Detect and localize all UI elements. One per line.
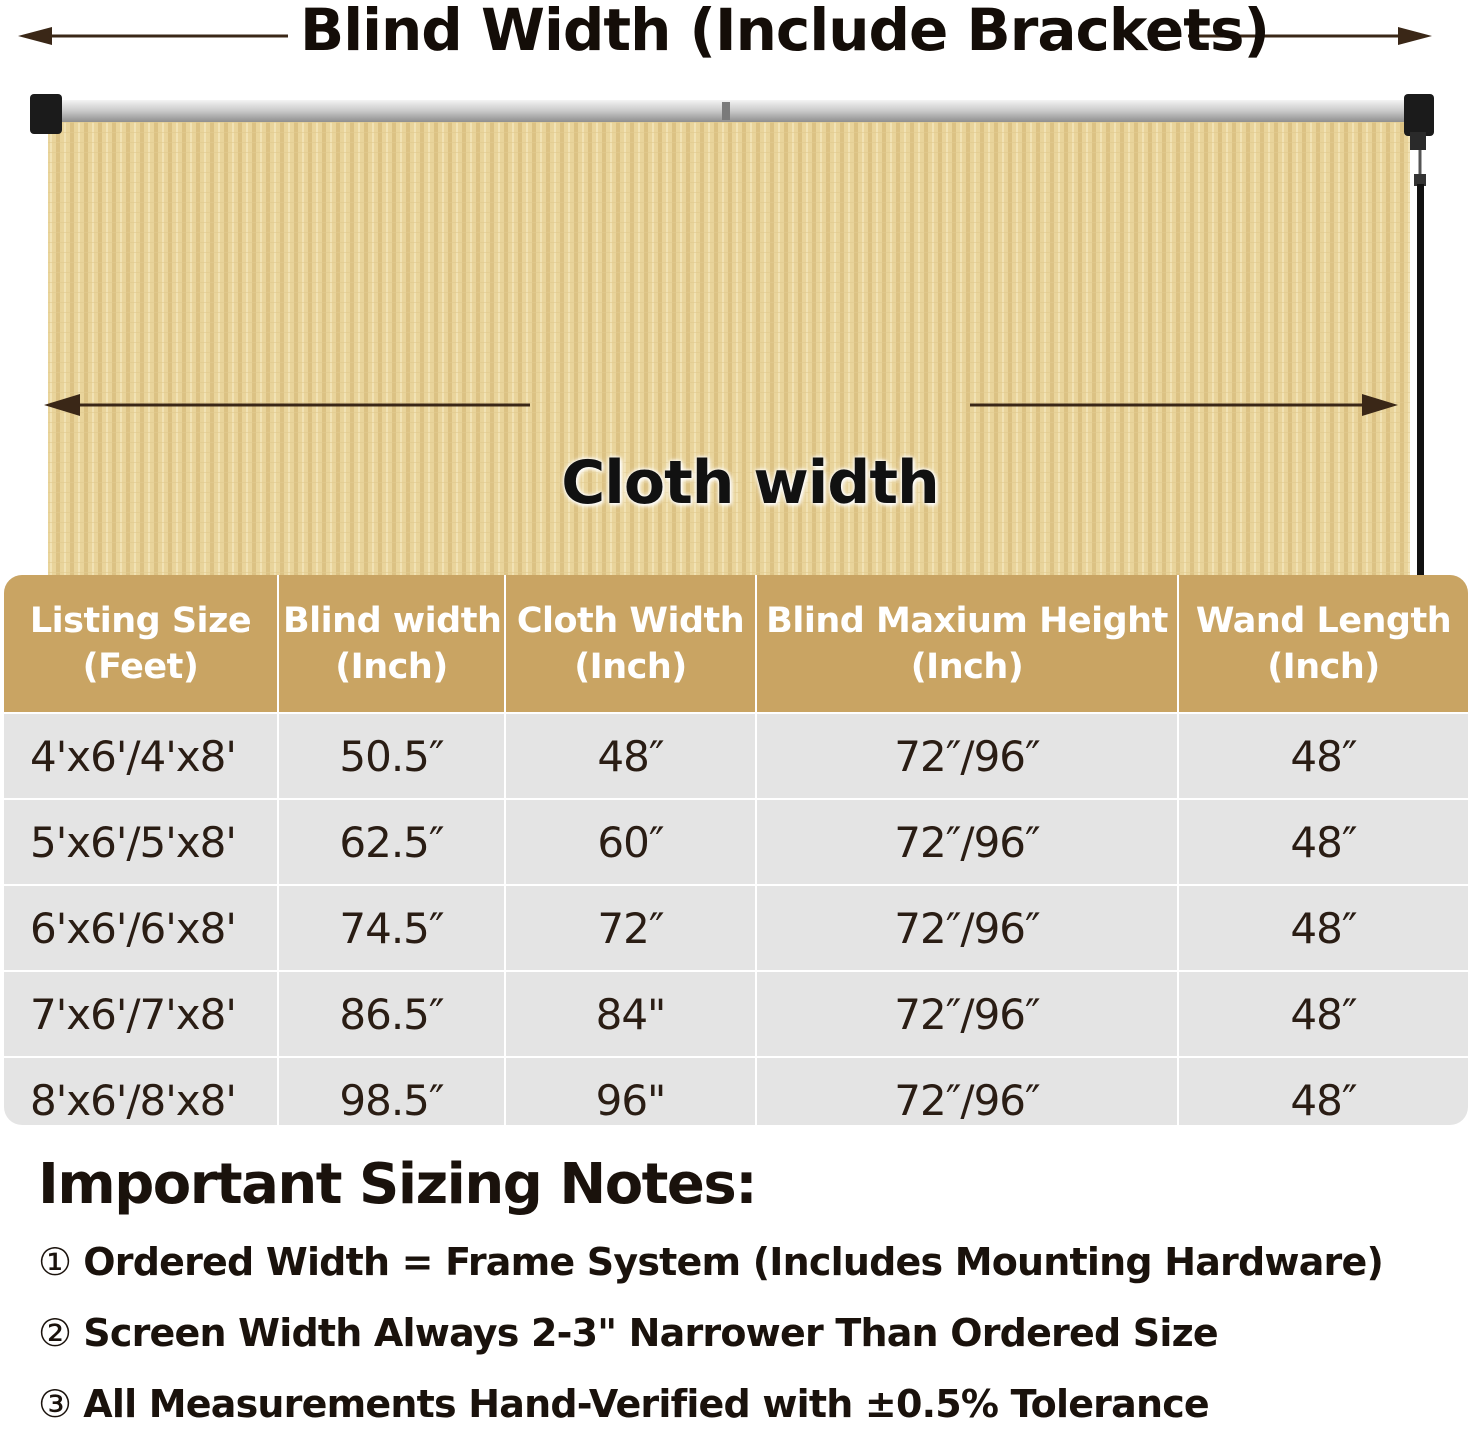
right-bracket-icon: [1404, 94, 1434, 136]
header-wand-length: [1178, 575, 1468, 713]
cell-blind-width: 86.5″: [278, 971, 505, 1057]
cell-max-height: 72″/96″: [756, 971, 1178, 1057]
sizing-note-2: [38, 1311, 1218, 1355]
note-text: Ordered Width = Frame System (Includes Mounting Hardware): [83, 1240, 1384, 1284]
header-label: Blind width: [283, 600, 502, 641]
cell-listing-size: 7'x6'/7'x8': [4, 971, 278, 1057]
left-arrow-head-icon: [18, 27, 52, 45]
right-arrow-head-icon: [1398, 27, 1432, 45]
cell-wand-length: 48″: [1178, 971, 1468, 1057]
table-row: [4, 971, 1468, 1057]
cloth-width-label: Cloth width: [561, 448, 939, 518]
cell-blind-width: 50.5″: [278, 713, 505, 799]
wand-hook-icon: [1410, 132, 1426, 150]
left-bracket-icon: [30, 94, 62, 134]
cell-wand-length: 48″: [1178, 799, 1468, 885]
cell-listing-size: 6'x6'/6'x8': [4, 885, 278, 971]
cell-cloth-width: 48″: [505, 713, 756, 799]
blind-width-title: Blind Width (Include Brackets): [300, 0, 1269, 64]
roller-blind-illustration: [0, 88, 1472, 588]
cell-cloth-width: 60″: [505, 799, 756, 885]
table-row: [4, 1057, 1468, 1125]
size-table: [4, 575, 1468, 1125]
cell-wand-length: 48″: [1178, 885, 1468, 971]
header-label: Listing Size: [29, 600, 252, 641]
cell-blind-width: 98.5″: [278, 1057, 505, 1125]
note-number: ③: [38, 1382, 72, 1426]
header-unit: (Feet): [82, 646, 199, 687]
header-label: Cloth Width: [516, 600, 745, 641]
note-text: Screen Width Always 2-3" Narrower Than Ordered Size: [83, 1311, 1218, 1355]
size-table-container: [4, 575, 1468, 1125]
header-listing-size: [4, 575, 278, 713]
cell-cloth-width: 72″: [505, 885, 756, 971]
header-blind-width: [278, 575, 505, 713]
note-number: ①: [38, 1240, 72, 1284]
header-unit: (Inch): [335, 646, 448, 687]
table-row: [4, 713, 1468, 799]
cell-listing-size: 5'x6'/5'x8': [4, 799, 278, 885]
header-unit: (Inch): [910, 646, 1024, 687]
header-label: Wand Length: [1195, 600, 1452, 641]
cell-max-height: 72″/96″: [756, 1057, 1178, 1125]
header-unit: (Inch): [574, 646, 687, 687]
table-row: [4, 885, 1468, 971]
cell-blind-width: 74.5″: [278, 885, 505, 971]
cell-max-height: 72″/96″: [756, 713, 1178, 799]
header-label: Blind Maxium Height: [766, 600, 1168, 641]
rail-joint: [722, 102, 730, 120]
sizing-note-3: [38, 1382, 1209, 1426]
sizing-note-1: [38, 1240, 1383, 1284]
header-cloth-width: [505, 575, 756, 713]
cell-listing-size: 8'x6'/8'x8': [4, 1057, 278, 1125]
header-blind-max-height: [756, 575, 1178, 713]
cell-listing-size: 4'x6'/4'x8': [4, 713, 278, 799]
cell-blind-width: 62.5″: [278, 799, 505, 885]
sizing-notes-title: Important Sizing Notes:: [38, 1152, 757, 1217]
header-unit: (Inch): [1267, 646, 1380, 687]
roller-rail: [40, 100, 1430, 122]
note-number: ②: [38, 1311, 72, 1355]
cell-wand-length: 48″: [1178, 1057, 1468, 1125]
wand-rod: [1417, 184, 1424, 588]
table-header-row: [4, 575, 1468, 713]
cell-wand-length: 48″: [1178, 713, 1468, 799]
table-row: [4, 799, 1468, 885]
cell-max-height: 72″/96″: [756, 885, 1178, 971]
note-text: All Measurements Hand-Verified with ±0.5% Tolerance: [83, 1382, 1209, 1426]
cell-max-height: 72″/96″: [756, 799, 1178, 885]
blind-width-dimension: [0, 0, 1472, 70]
cell-cloth-width: 96": [505, 1057, 756, 1125]
cell-cloth-width: 84": [505, 971, 756, 1057]
